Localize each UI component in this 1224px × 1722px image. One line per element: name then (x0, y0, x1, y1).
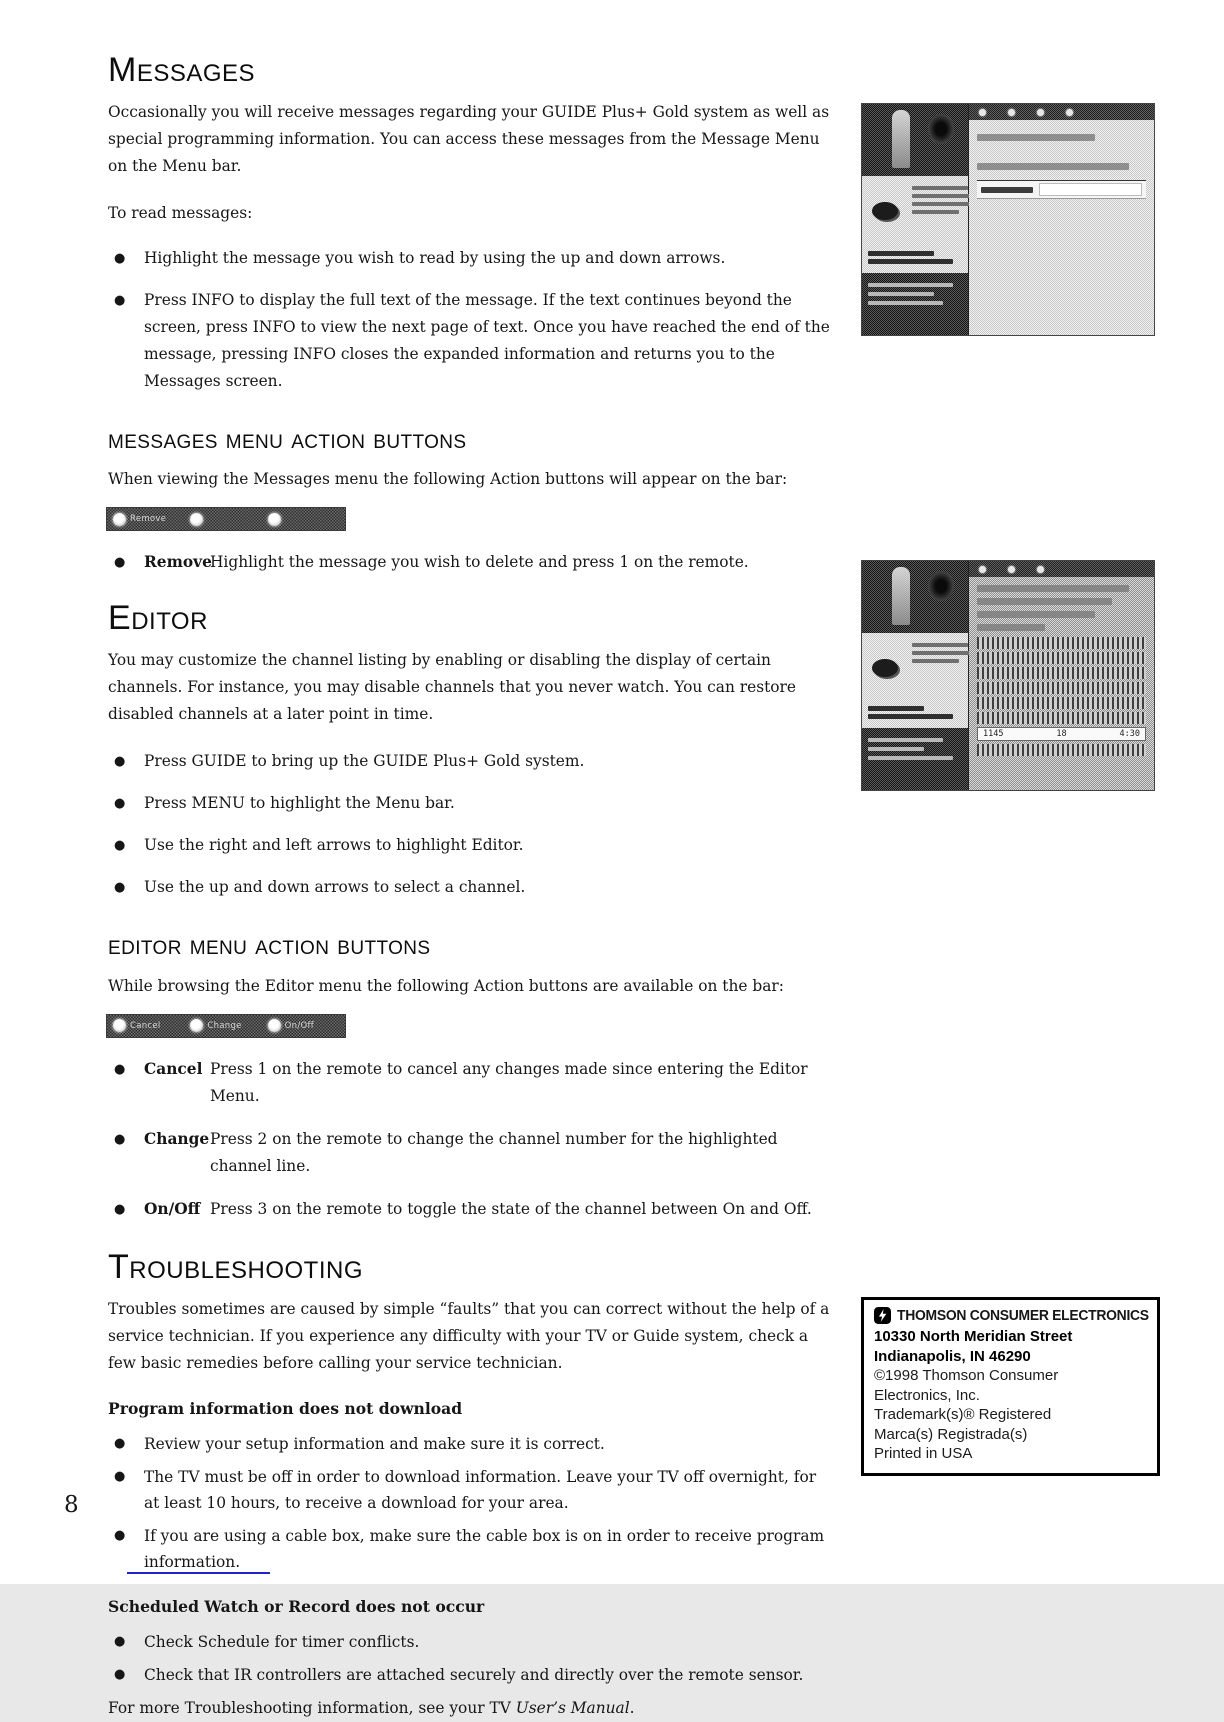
publisher-copyright: ©1998 Thomson Consumer (874, 1367, 1059, 1384)
ad-panel (862, 728, 968, 790)
list-item (108, 1629, 830, 1655)
troubleshooting-intro: Troubles sometimes are caused by simple “faults” that you can correct without the help of a service technician. If you experience any difficulty with your TV or Guide system, check a few basic remedies before calling your service technician. (108, 1299, 830, 1372)
action-button-remove: Remove (113, 513, 184, 526)
bullet-icon: ● (114, 1201, 126, 1217)
action-3-circle-icon (268, 513, 281, 526)
list-item (108, 1196, 830, 1223)
menu-dot-icon (979, 109, 986, 116)
editor-action-bar-image (106, 1014, 346, 1038)
caption-lines (864, 701, 966, 726)
menu-dot-icon (1008, 566, 1015, 573)
action-desc: Press 3 on the remote to toggle the state of the channel between On and Off. (210, 1199, 812, 1218)
bullet-text: Highlight the message you wish to read by using the up and down arrows. (144, 248, 726, 267)
list-item (108, 1662, 830, 1688)
action-term: Change (144, 1129, 210, 1148)
editor-text-line (977, 598, 1112, 605)
action-2-circle-icon (190, 1019, 203, 1032)
bullet-text: Press GUIDE to bring up the GUIDE Plus+ Gold system. (144, 752, 585, 771)
menu-dot-icon (1066, 109, 1073, 116)
message-row-field (1039, 183, 1142, 196)
publisher-marca: Marca(s) Registrada(s) (874, 1425, 1028, 1443)
channel-row (977, 744, 1146, 756)
info-panel (862, 633, 968, 728)
list-item (108, 832, 830, 859)
caption-lines (864, 246, 966, 271)
action-button-change: Change (190, 1019, 261, 1032)
list-item (108, 245, 830, 272)
action-desc: Press 1 on the remote to cancel any changes made since entering the Editor Menu. (210, 1059, 808, 1105)
guide-left-panel (862, 104, 969, 335)
message-row (977, 180, 1146, 199)
text-line (912, 186, 968, 190)
main-text-column (108, 52, 830, 1722)
video-thumbnail (862, 561, 968, 633)
guide-left-panel (862, 561, 969, 790)
bullet-icon: ● (114, 838, 126, 854)
channel-time: 4:30 (1119, 728, 1140, 739)
bullet-icon: ● (114, 555, 126, 571)
brand-name: THOMSON CONSUMER ELECTRONICS (897, 1307, 1149, 1324)
action-button-onoff: On/Off (268, 1019, 339, 1032)
publisher-info-box (861, 1297, 1160, 1476)
caption-line (868, 251, 934, 256)
trouble-subhead-schedule: Scheduled Watch or Record does not occur (108, 1596, 485, 1616)
bullet-icon: ● (114, 1468, 126, 1484)
section-title-editor: Editor (108, 599, 208, 638)
ad-text-line (868, 292, 934, 296)
messages-action-definitions (108, 549, 830, 576)
publisher-address2: Indianapolis, IN 46290 (874, 1347, 1031, 1365)
action-1-circle-icon (113, 1019, 126, 1032)
channel-number: 1145 (983, 728, 1004, 739)
section-title-messages-actions: messages menu action buttons (108, 423, 467, 454)
channel-mid: 18 (1056, 728, 1067, 739)
section-title-editor-actions: editor menu action buttons (108, 930, 431, 961)
editor-actions-intro: While browsing the Editor menu the following Action buttons are available on the bar: (108, 976, 784, 995)
list-item (108, 1464, 830, 1516)
section-title-troubleshooting: Troubleshooting (108, 1247, 363, 1286)
brand-row (874, 1307, 1147, 1324)
action-button-cancel: Cancel (113, 1019, 184, 1032)
list-item (108, 1523, 830, 1575)
person-figure (892, 567, 910, 625)
bullet-icon: ● (114, 880, 126, 896)
footer-prefix: For more Troubleshooting information, see your TV (108, 1698, 516, 1717)
bottom-blue-rule (127, 1572, 270, 1574)
trouble-subhead-download: Program information does not download (108, 1398, 463, 1418)
editor-channel-area (969, 577, 1154, 790)
footer-italic: User’s Manual (515, 1698, 630, 1717)
action-term: Cancel (144, 1059, 203, 1078)
bullet-icon: ● (114, 1527, 126, 1543)
message-row-label (981, 187, 1033, 193)
bullet-text: Check that IR controllers are attached securely and directly over the remote sensor. (144, 1665, 804, 1684)
action-term: Remove (144, 553, 212, 572)
action-desc: Press 2 on the remote to change the channel number for the highlighted channel line. (210, 1129, 778, 1175)
person-head (928, 571, 954, 601)
thomson-logo-icon (874, 1307, 891, 1324)
text-line (912, 210, 959, 214)
bullet-text: If you are using a cable box, make sure the cable box is on in order to receive program information. (144, 1526, 825, 1571)
editor-text-line (977, 624, 1045, 631)
bullet-icon: ● (114, 1666, 126, 1682)
list-item (108, 790, 830, 817)
menu-dot-icon (979, 566, 986, 573)
list-item (108, 874, 830, 901)
bullet-icon: ● (114, 1131, 126, 1147)
message-text-line (977, 163, 1129, 170)
logo-blob-icon (872, 202, 898, 220)
caption-line (868, 714, 953, 719)
publisher-trademark: Trademark(s)® Registered (874, 1406, 1052, 1423)
menu-dot-icon (1037, 109, 1044, 116)
person-head (928, 114, 954, 144)
channel-row (977, 682, 1146, 694)
guide-menu-bar (969, 561, 1154, 577)
logo-blob-icon (872, 659, 898, 677)
section-title-messages: Messages (108, 51, 256, 89)
bullet-text: Press INFO to display the full text of the message. If the text continues beyond the screen, press INFO to view the next page of text. Once you have reached the end of the message, pressing INFO closes the expanded information and returns you to the Messages screen. (144, 290, 830, 390)
ad-text-line (868, 747, 924, 751)
publisher-address1: 10330 North Meridian Street (874, 1328, 1073, 1345)
editor-intro: You may customize the channel listing by enabling or disabling the display of certain channels. For instance, you may disable channels that you never watch. You can restore disabled channels at a later point in time. (108, 651, 797, 724)
guide-menu-bar (969, 104, 1154, 120)
editor-bullet-list (108, 748, 830, 901)
bullet-icon: ● (114, 1061, 126, 1077)
channel-row (977, 712, 1146, 724)
text-line (912, 643, 968, 647)
bullet-icon: ● (114, 250, 126, 266)
bullet-icon: ● (114, 796, 126, 812)
ad-text-line (868, 738, 943, 742)
list-item (108, 1431, 830, 1457)
info-panel (862, 176, 968, 273)
guide-right-panel (969, 561, 1154, 790)
bullet-icon: ● (114, 292, 126, 308)
bullet-text: The TV must be off in order to download information. Leave your TV off overnight, for at least 10 hours, to receive a download for your area. (144, 1467, 817, 1512)
action-desc: Highlight the message you wish to delete and press 1 on the remote. (210, 553, 749, 572)
messages-actions-intro: When viewing the Messages menu the following Action buttons will appear on the bar: (108, 470, 788, 489)
bullet-text: Use the up and down arrows to select a channel. (144, 878, 526, 897)
guide-right-panel (969, 104, 1154, 335)
channel-row (977, 652, 1146, 664)
action-1-circle-icon (113, 513, 126, 526)
messages-action-bar-image (106, 507, 346, 531)
trouble-download-list (108, 1431, 830, 1575)
action-2-circle-icon (190, 513, 203, 526)
bullet-icon: ● (114, 1435, 126, 1451)
menu-dot-icon (1037, 566, 1044, 573)
messages-lead: To read messages: (108, 203, 253, 222)
bullet-text: Review your setup information and make sure it is correct. (144, 1434, 605, 1453)
menu-dot-icon (1008, 109, 1015, 116)
ad-text-line (868, 283, 953, 287)
channel-row (977, 637, 1146, 649)
list-item (108, 1126, 830, 1180)
screenshot-messages-screen (861, 103, 1155, 336)
ad-panel (862, 273, 968, 335)
bullet-text: Use the right and left arrows to highlight Editor. (144, 836, 524, 855)
caption-line (868, 706, 924, 711)
page-number: 8 (64, 1492, 79, 1518)
bullet-icon: ● (114, 754, 126, 770)
action-term: On/Off (144, 1199, 201, 1218)
text-line (912, 659, 959, 663)
footer-suffix: . (629, 1698, 635, 1717)
list-item (108, 287, 830, 395)
troubleshooting-footer (108, 1695, 830, 1722)
caption-line (868, 259, 953, 264)
screenshot-editor-screen (861, 560, 1155, 791)
messages-bullet-list (108, 245, 830, 395)
person-figure (892, 110, 910, 168)
publisher-printed: Printed in USA (874, 1445, 973, 1462)
channel-row-highlighted (977, 727, 1146, 741)
action-button-3 (268, 513, 339, 526)
action-3-circle-icon (268, 1019, 281, 1032)
channel-row (977, 667, 1146, 679)
messages-list-area (969, 120, 1154, 335)
bullet-text: Press MENU to highlight the Menu bar. (144, 794, 455, 813)
list-item (108, 748, 830, 775)
video-thumbnail (862, 104, 968, 176)
list-item (108, 1056, 830, 1110)
list-item (108, 549, 830, 576)
text-line (912, 202, 978, 206)
ad-text-line (868, 301, 943, 305)
channel-list (977, 637, 1146, 756)
trouble-schedule-list (108, 1629, 830, 1688)
editor-text-line (977, 611, 1095, 618)
messages-intro: Occasionally you will receive messages regarding your GUIDE Plus+ Gold system as well as special programming information. You can access these messages from the Message Menu on the Menu bar. (108, 102, 830, 175)
editor-action-definitions (108, 1056, 830, 1223)
publisher-company: Electronics, Inc. (874, 1386, 980, 1404)
action-button-2 (190, 513, 261, 526)
ad-text-line (868, 756, 953, 760)
bullet-icon: ● (114, 1633, 126, 1649)
message-text-line (977, 134, 1095, 141)
bullet-text: Check Schedule for timer conflicts. (144, 1632, 420, 1651)
editor-text-line (977, 585, 1129, 592)
channel-row (977, 697, 1146, 709)
